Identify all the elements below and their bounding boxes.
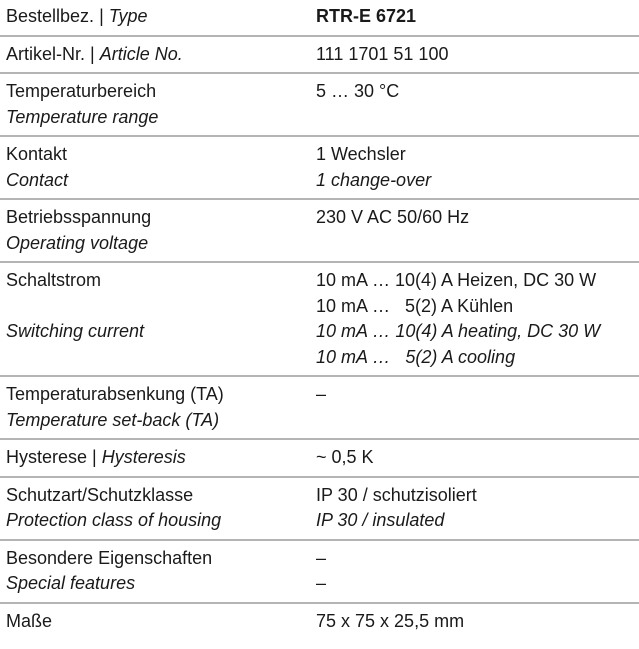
label	[0, 4, 316, 30]
separator: |	[99, 6, 104, 26]
label	[0, 483, 316, 534]
label-en: Temperature range	[6, 106, 159, 127]
row-temperature-range	[0, 74, 639, 137]
row-type	[0, 0, 639, 37]
value: RTR-E 6721	[316, 6, 417, 26]
value: 5 … 30 °C	[316, 81, 400, 101]
row-switching-current	[0, 263, 639, 377]
value-de: 1 Wechsler	[316, 144, 406, 164]
value-line: 10 mA … 5(2) A Kühlen	[316, 295, 514, 316]
value-en: IP 30 / insulated	[316, 510, 445, 530]
value-de: IP 30 / schutzisoliert	[316, 484, 477, 505]
label-de: Temperaturbereich	[6, 81, 157, 101]
value-line: 10 mA … 10(4) A heating, DC 30 W	[316, 321, 601, 341]
label-de: Schaltstrom	[6, 270, 102, 290]
label-de: Schutzart/Schutzklasse	[6, 484, 194, 505]
row-operating-voltage	[0, 200, 639, 263]
label-en: Protection class of housing	[6, 510, 222, 530]
label-de: Maße	[6, 610, 53, 631]
label-de: Temperaturabsenkung (TA)	[6, 384, 224, 404]
label	[0, 79, 316, 130]
row-protection-class	[0, 478, 639, 541]
label-de: Bestellbez.	[6, 6, 95, 26]
value: 75 x 75 x 25,5 mm	[316, 610, 465, 631]
label-en: Type	[108, 6, 148, 26]
label	[0, 445, 316, 471]
value	[316, 268, 639, 370]
label-de: Artikel-Nr.	[6, 43, 86, 64]
row-hysteresis	[0, 440, 639, 478]
label-de: Hysterese	[6, 447, 88, 467]
label-en: Article No.	[99, 43, 183, 64]
label-en: Special features	[6, 573, 136, 593]
value	[316, 142, 639, 193]
value-line: 10 mA … 5(2) A cooling	[316, 346, 516, 367]
separator: |	[90, 43, 95, 64]
value-en: –	[316, 573, 327, 593]
row-temperature-setback	[0, 377, 639, 440]
label	[0, 546, 316, 597]
separator: |	[92, 447, 97, 467]
row-contact	[0, 137, 639, 200]
label-en: Operating voltage	[6, 232, 149, 253]
label	[0, 142, 316, 193]
label	[0, 609, 316, 635]
label	[0, 42, 316, 68]
row-dimensions	[0, 604, 639, 640]
value: 230 V AC 50/60 Hz	[316, 207, 470, 227]
label	[0, 268, 316, 370]
value: ~ 0,5 K	[316, 447, 374, 467]
label-de: Besondere Eigenschaften	[6, 547, 213, 568]
value: –	[316, 384, 327, 404]
label-en: Contact	[6, 169, 69, 190]
row-special-features	[0, 541, 639, 604]
label-en: Switching current	[6, 321, 145, 341]
value	[316, 483, 639, 534]
value: 111 1701 51 100	[316, 43, 449, 64]
label-de: Kontakt	[6, 144, 68, 164]
label-de: Betriebsspannung	[6, 207, 152, 227]
label	[0, 205, 316, 256]
label	[0, 382, 316, 433]
value-line: 10 mA … 10(4) A Heizen, DC 30 W	[316, 270, 597, 290]
value	[316, 546, 639, 597]
label-en: Hysteresis	[101, 447, 186, 467]
row-article-no	[0, 37, 639, 75]
label-en: Temperature set-back (TA)	[6, 409, 220, 430]
value-en: 1 change-over	[316, 169, 432, 190]
value-de: –	[316, 547, 327, 568]
